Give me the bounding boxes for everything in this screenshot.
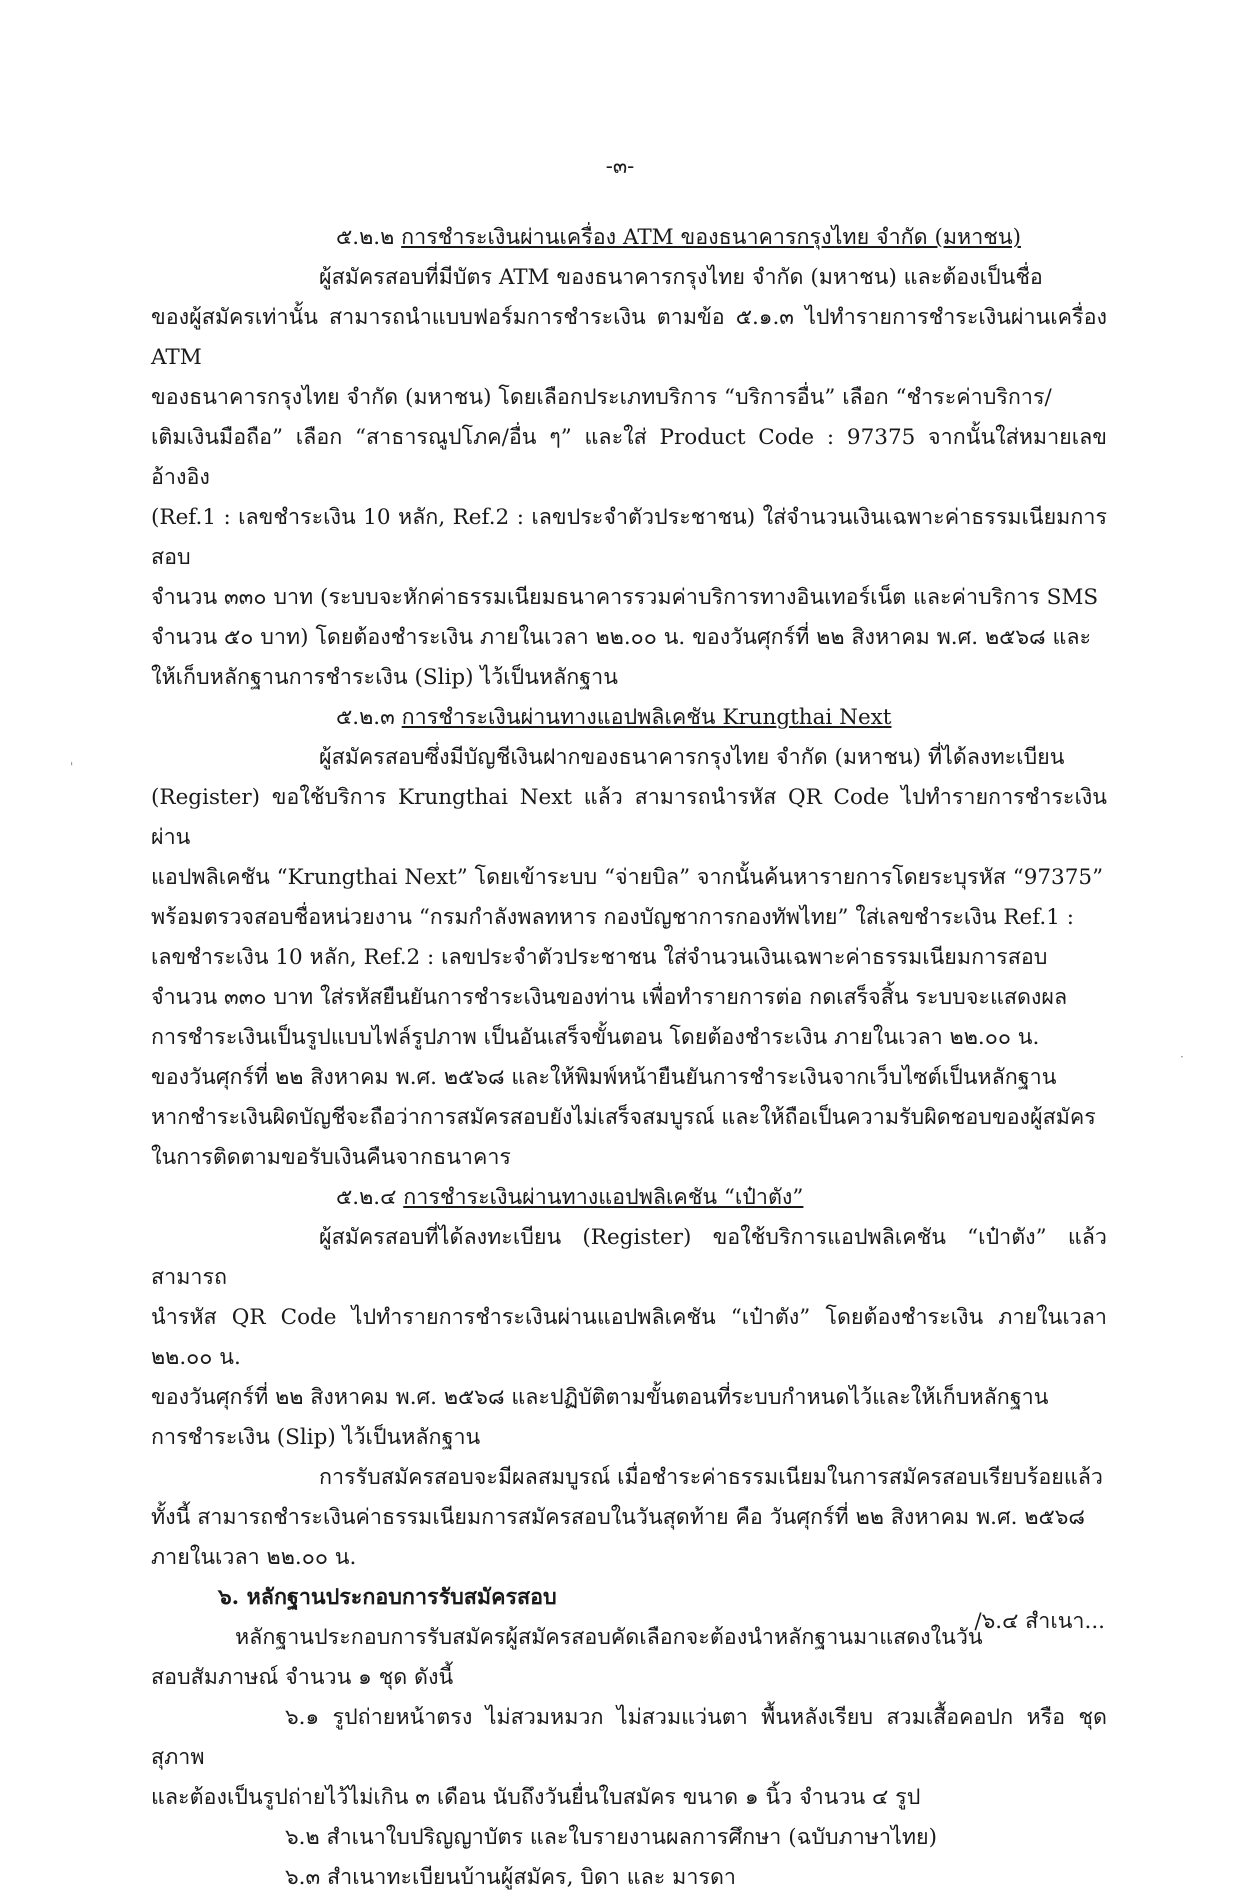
list-item-6-2: ๖.๒ สำเนาใบปริญญาบัตร และใบรายงานผลการศึกษา (ฉบับภาษาไทย): [285, 1825, 938, 1850]
heading-number: ๕.๒.๔: [336, 1185, 397, 1210]
heading-title: การชำระเงินผ่านทางแอปพลิเคชัน “เป๋าตัง”: [403, 1185, 804, 1210]
paragraph-line: ของวันศุกร์ที่ ๒๒ สิงหาคม พ.ศ. ๒๕๖๘ และปฏิบัติตามขั้นตอนที่ระบบกำหนดไว้และให้เก็บหลักฐาน: [151, 1385, 1049, 1410]
heading-title: การชำระเงินผ่านเครื่อง ATM ของธนาคารกรุงไทย จำกัด (มหาชน): [401, 225, 1021, 250]
paragraph-line: เติมเงินมือถือ” เลือก “สาธารณูปโภค/อื่น ๆ” และใส่ Product Code : 97375 จากนั้นใส่หมายเลขอ้างอิง: [151, 425, 1107, 490]
paragraph-line: การรับสมัครสอบจะมีผลสมบูรณ์ เมื่อชำระค่าธรรมเนียมในการสมัครสอบเรียบร้อยแล้ว: [319, 1465, 1104, 1490]
section-heading-5-2-2: [151, 218, 1107, 258]
paragraph-line: (Ref.1 : เลขชำระเงิน 10 หลัก, Ref.2 : เลขประจำตัวประชาชน) ใส่จำนวนเงินเฉพาะค่าธรรมเนียมการสอบ: [151, 505, 1107, 570]
heading-number: ๕.๒.๒: [336, 225, 395, 250]
paragraph-line: ผู้สมัครสอบที่มีบัตร ATM ของธนาคารกรุงไทย จำกัด (มหาชน) และต้องเป็นชื่อ: [319, 265, 1043, 290]
paragraph-line: และต้องเป็นรูปถ่ายไว้ไม่เกิน ๓ เดือน นับถึงวันยื่นใบสมัคร ขนาด ๑ นิ้ว จำนวน ๔ รูป: [151, 1785, 921, 1810]
continuation-footer: /๖.๔ สำเนา...: [974, 1609, 1105, 1634]
list-item-6-3: ๖.๓ สำเนาทะเบียนบ้านผู้สมัคร, บิดา และ มารดา: [285, 1865, 737, 1890]
paragraph-line: ของธนาคารกรุงไทย จำกัด (มหาชน) โดยเลือกประเภทบริการ “บริการอื่น” เลือก “ชำระค่าบริการ/: [151, 385, 1052, 410]
paragraph-line: ในการติดตามขอรับเงินคืนจากธนาคาร: [151, 1145, 511, 1170]
heading-title: การชำระเงินผ่านทางแอปพลิเคชัน Krungthai Next: [401, 705, 892, 730]
paragraph-line: เลขชำระเงิน 10 หลัก, Ref.2 : เลขประจำตัวประชาชน ใส่จำนวนเงินเฉพาะค่าธรรมเนียมการสอบ: [151, 945, 1048, 970]
paragraph-line: ผู้สมัครสอบซึ่งมีบัญชีเงินฝากของธนาคารกรุงไทย จำกัด (มหาชน) ที่ได้ลงทะเบียน: [319, 745, 1065, 770]
document-body: [151, 218, 1107, 1898]
page-number: -๓-: [605, 154, 635, 178]
list-item-6-1: ๖.๑ รูปถ่ายหน้าตรง ไม่สวมหมวก ไม่สวมแว่นตา พื้นหลังเรียบ สวมเสื้อคอปก หรือ ชุดสุภาพ: [151, 1705, 1107, 1770]
paragraph-line: นำรหัส QR Code ไปทำรายการชำระเงินผ่านแอปพลิเคชัน “เป๋าตัง” โดยต้องชำระเงิน ภายในเวลา ๒๒.๐๐ น.: [151, 1305, 1107, 1370]
paragraph-line: (Register) ขอใช้บริการ Krungthai Next แล้ว สามารถนำรหัส QR Code ไปทำรายการชำระเงินผ่าน: [151, 785, 1107, 850]
paragraph-line: จำนวน ๓๓๐ บาท ใส่รหัสยืนยันการชำระเงินของท่าน เพื่อทำรายการต่อ กดเสร็จสิ้น ระบบจะแสดงผล: [151, 985, 1068, 1010]
paragraph-line: หากชำระเงินผิดบัญชีจะถือว่าการสมัครสอบยังไม่เสร็จสมบูรณ์ และให้ถือเป็นความรับผิดชอบของผู้สมัคร: [151, 1105, 1096, 1130]
paragraph-line: จำนวน ๕๐ บาท) โดยต้องชำระเงิน ภายในเวลา ๒๒.๐๐ น. ของวันศุกร์ที่ ๒๒ สิงหาคม พ.ศ. ๒๕๖๘ และ: [151, 625, 1092, 650]
scan-mark: ·: [1180, 1050, 1184, 1064]
scan-mark: ': [70, 760, 74, 774]
paragraph-line: ภายในเวลา ๒๒.๐๐ น.: [151, 1545, 357, 1570]
paragraph-line: จำนวน ๓๓๐ บาท (ระบบจะหักค่าธรรมเนียมธนาคารรวมค่าบริการทางอินเทอร์เน็ต และค่าบริการ SMS: [151, 585, 1099, 610]
section-heading-6: ๖. หลักฐานประกอบการรับสมัครสอบ: [218, 1585, 557, 1610]
section-heading-5-2-3: [151, 698, 1107, 738]
paragraph-line: แอปพลิเคชัน “Krungthai Next” โดยเข้าระบบ “จ่ายบิล” จากนั้นค้นหารายการโดยระบุรหัส “97375”: [151, 865, 1104, 890]
paragraph-line: การชำระเงิน (Slip) ไว้เป็นหลักฐาน: [151, 1425, 481, 1450]
paragraph-line: ผู้สมัครสอบที่ได้ลงทะเบียน (Register) ขอใช้บริการแอปพลิเคชัน “เป๋าตัง” แล้ว สามารถ: [151, 1225, 1107, 1290]
paragraph-line: สอบสัมภาษณ์ จำนวน ๑ ชุด ดังนี้: [151, 1665, 454, 1690]
paragraph-line: การชำระเงินเป็นรูปแบบไฟล์รูปภาพ เป็นอันเสร็จขั้นตอน โดยต้องชำระเงิน ภายในเวลา ๒๒.๐๐ น.: [151, 1025, 1040, 1050]
section-heading-5-2-4: [151, 1178, 1107, 1218]
paragraph-line: ให้เก็บหลักฐานการชำระเงิน (Slip) ไว้เป็นหลักฐาน: [151, 665, 618, 690]
paragraph-line: หลักฐานประกอบการรับสมัครผู้สมัครสอบคัดเลือกจะต้องนำหลักฐานมาแสดงในวัน: [235, 1625, 983, 1650]
paragraph-line: ของผู้สมัครเท่านั้น สามารถนำแบบฟอร์มการชำระเงิน ตามข้อ ๕.๑.๓ ไปทำรายการชำระเงินผ่านเครื่อง ATM: [151, 305, 1107, 370]
heading-number: ๕.๒.๓: [336, 705, 395, 730]
paragraph-line: ของวันศุกร์ที่ ๒๒ สิงหาคม พ.ศ. ๒๕๖๘ และให้พิมพ์หน้ายืนยันการชำระเงินจากเว็บไซต์เป็นหลักฐาน: [151, 1065, 1057, 1090]
paragraph-line: พร้อมตรวจสอบชื่อหน่วยงาน “กรมกำลังพลทหาร กองบัญชาการกองทัพไทย” ใส่เลขชำระเงิน Ref.1 :: [151, 905, 1075, 930]
paragraph-line: ทั้งนี้ สามารถชำระเงินค่าธรรมเนียมการสมัครสอบในวันสุดท้าย คือ วันศุกร์ที่ ๒๒ สิงหาคม พ.ศ. ๒๕๖๘: [151, 1505, 1086, 1530]
